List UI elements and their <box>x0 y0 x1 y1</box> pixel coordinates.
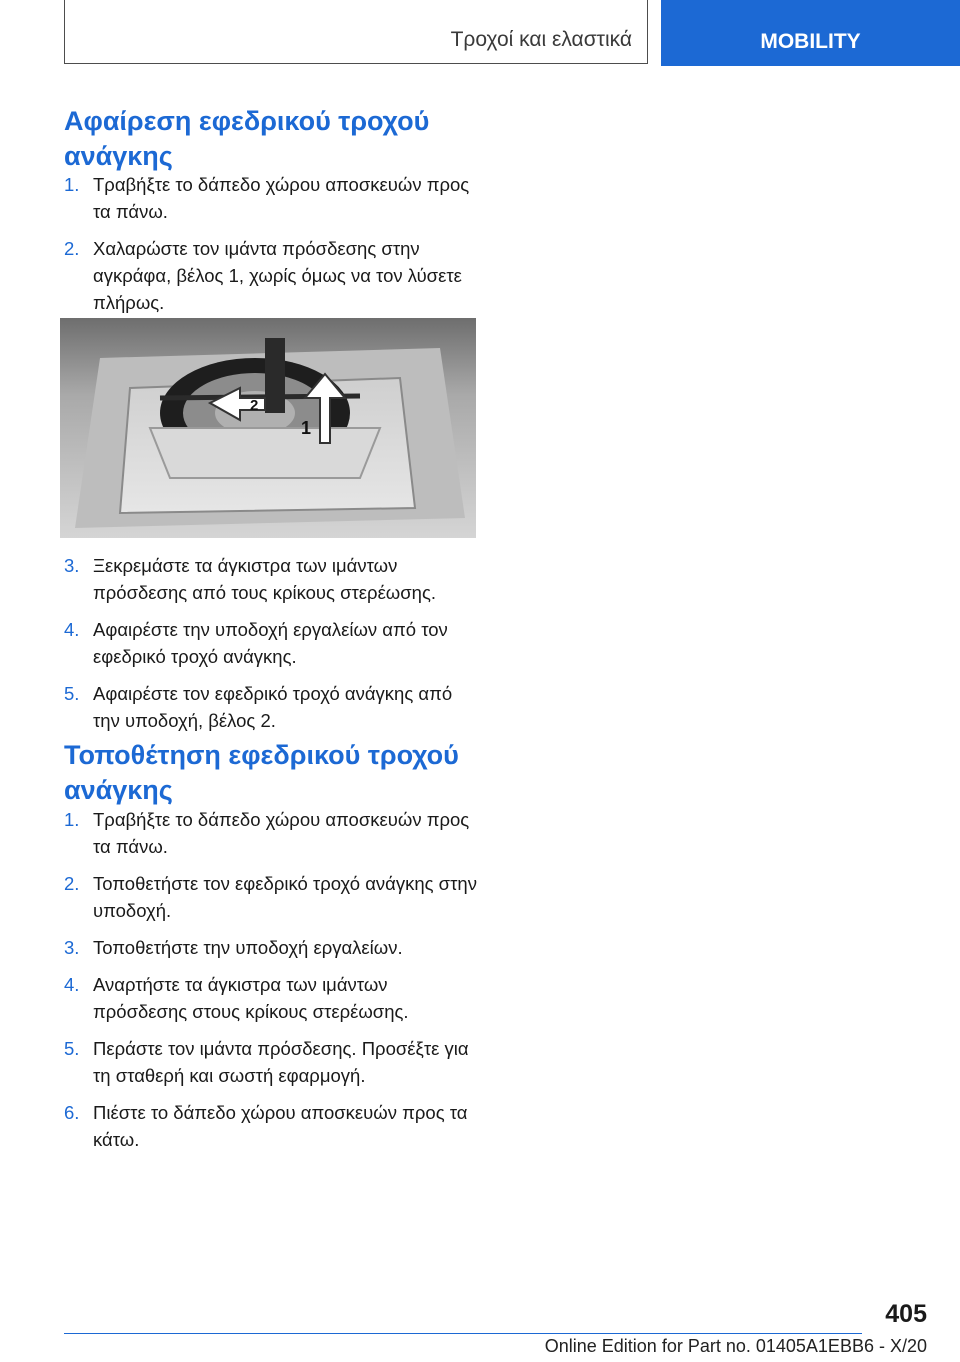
list-item <box>64 806 484 860</box>
step-number: 2. <box>64 873 80 894</box>
step-text: Πιέστε το δάπεδο χώρου αποσκευών προς τα κάτω. <box>93 1102 468 1150</box>
list-item <box>64 235 484 316</box>
footer-divider <box>64 1333 862 1334</box>
header-chapter-tab[interactable]: MOBILITY <box>661 0 960 66</box>
removal-steps-first <box>64 171 484 326</box>
removal-heading-line2: ανάγκης <box>64 141 173 171</box>
header-section-title: Τροχοί και ελαστικά <box>450 28 632 51</box>
step-number: 5. <box>64 1038 80 1059</box>
list-item <box>64 971 484 1025</box>
list-item <box>64 934 484 961</box>
installation-heading-line1: Τοποθέτηση εφεδρικού τροχού <box>64 740 459 770</box>
removal-heading <box>64 104 484 174</box>
step-text: Αναρτήστε τα άγκιστρα των ιμάντων πρόσδεσης στους κρίκους στερέωσης. <box>93 974 409 1022</box>
installation-heading <box>64 738 484 808</box>
arrow-1-label: 1 <box>301 418 312 438</box>
arrow-2-label: 2 <box>250 397 259 414</box>
step-number: 3. <box>64 555 80 576</box>
step-text: Τοποθετήστε τον εφεδρικό τροχό ανάγκης στην υποδοχή. <box>93 873 477 921</box>
spare-wheel-well-figure <box>60 318 476 538</box>
step-text: Χαλαρώστε τον ιμάντα πρόσδεσης στην αγκράφα, βέλος 1, χωρίς όμως να τον λύσετε πλήρως. <box>93 238 462 313</box>
step-number: 4. <box>64 619 80 640</box>
list-item <box>64 616 484 670</box>
step-text: Αφαιρέστε την υποδοχή εργαλείων από τον εφεδρικό τροχό ανάγκης. <box>93 619 448 667</box>
step-text: Τραβήξτε το δάπεδο χώρου αποσκευών προς τα πάνω. <box>93 809 470 857</box>
step-number: 1. <box>64 174 80 195</box>
step-text: Περάστε τον ιμάντα πρόσδεσης. Προσέξτε για τη σταθερή και σωστή εφαρμογή. <box>93 1038 469 1086</box>
installation-steps <box>64 806 484 1163</box>
step-number: 3. <box>64 937 80 958</box>
list-item <box>64 171 484 225</box>
step-text: Ξεκρεμάστε τα άγκιστρα των ιμάντων πρόσδεσης από τους κρίκους στερέωσης. <box>93 555 437 603</box>
step-text: Τραβήξτε το δάπεδο χώρου αποσκευών προς τα πάνω. <box>93 174 470 222</box>
list-item <box>64 1035 484 1089</box>
tool-tray-front <box>150 428 380 478</box>
list-item <box>64 680 484 734</box>
spare-wheel-illustration <box>60 318 476 538</box>
step-number: 5. <box>64 683 80 704</box>
removal-heading-line1: Αφαίρεση εφεδρικού τροχού <box>64 106 430 136</box>
step-number: 1. <box>64 809 80 830</box>
step-number: 2. <box>64 238 80 259</box>
step-text: Τοποθετήστε την υποδοχή εργαλείων. <box>93 937 403 958</box>
step-number: 6. <box>64 1102 80 1123</box>
list-item <box>64 870 484 924</box>
step-text: Αφαιρέστε τον εφεδρικό τροχό ανάγκης από την υποδοχή, βέλος 2. <box>93 683 453 731</box>
page-number: 405 <box>885 1300 927 1328</box>
footer-edition-text: Online Edition for Part no. 01405A1EBB6 - X/20 <box>544 1336 927 1356</box>
removal-steps-second <box>64 552 484 744</box>
installation-heading-line2: ανάγκης <box>64 775 173 805</box>
list-item <box>64 1099 484 1153</box>
step-number: 4. <box>64 974 80 995</box>
tie-down-strap <box>265 338 285 413</box>
list-item <box>64 552 484 606</box>
